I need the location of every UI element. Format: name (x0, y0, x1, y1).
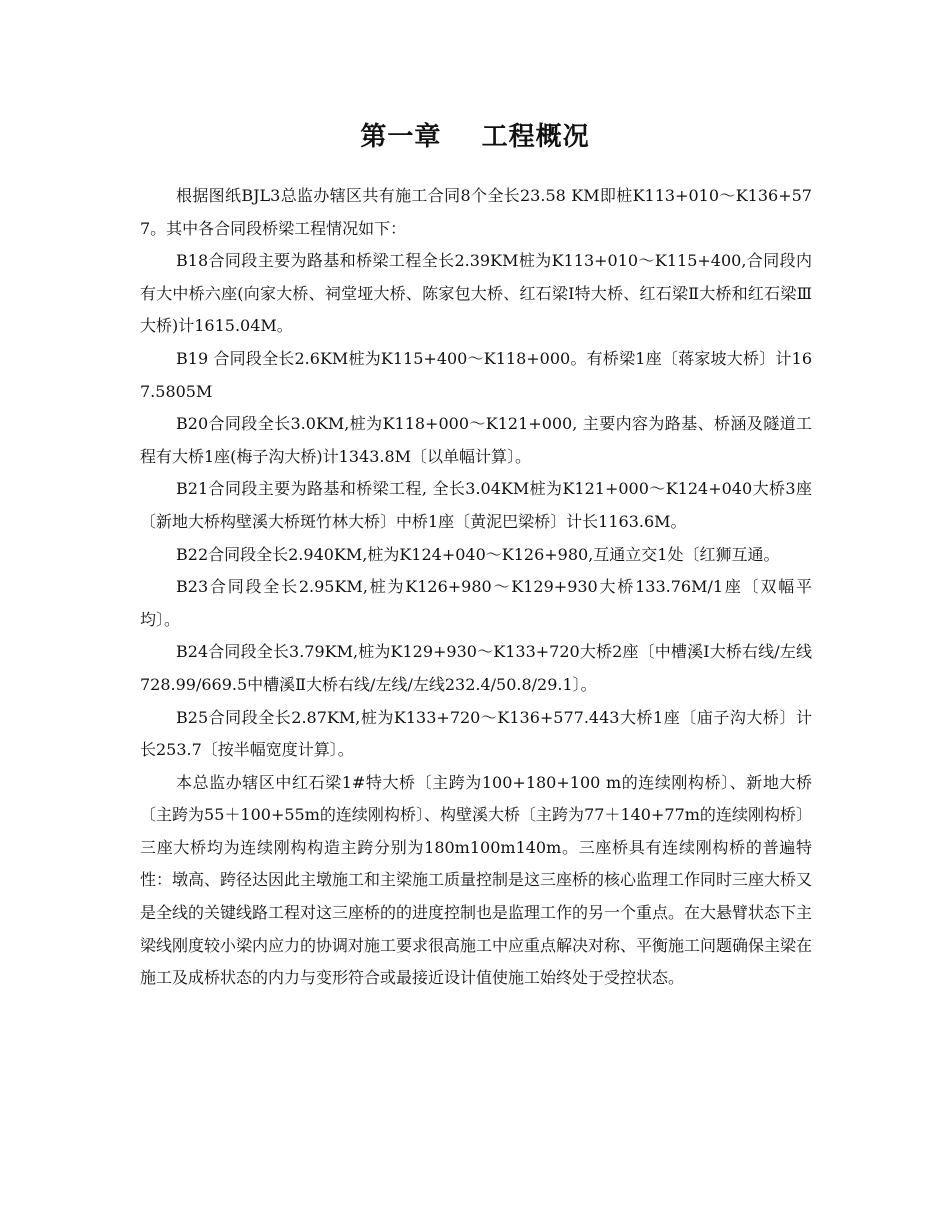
document-body (140, 180, 812, 995)
paragraph-key-bridges: 本总监办辖区中红石梁1#特大桥〔主跨为100+180+100 m的连续刚构桥〕、新地大桥〔主跨为55＋100+55m的连续刚构桥〕、构壁溪大桥〔主跨为77＋140+77m的连续刚构桥〕三座大桥均为连续刚构构造主跨分别为180m100m140m。三座桥具有连续刚构桥的普遍特性：墩高、跨径达因此主墩施工和主梁施工质量控制是这三座桥的核心监理工作同时三座大桥又是全线的关键线路工程对这三座桥的的进度控制也是监理工作的另一个重点。在大悬臂状态下主梁线刚度较小梁内应力的协调对施工要求很高施工中应重点解决对称、平衡施工问题确保主梁在施工及成桥状态的内力与变形符合或最接近设计值使施工始终处于受控状态。 (140, 772, 813, 988)
paragraph-b18: B18合同段主要为路基和桥梁工程全长2.39KM桩为K113+010～K115+400,合同段内有大中桥六座(向家大桥、祠堂垭大桥、陈家包大桥、红石梁Ⅰ特大桥、红石梁Ⅱ大桥和红石梁Ⅲ大桥)计1615.04M。 (140, 251, 812, 336)
paragraph-b22: B22合同段全长2.940KM,桩为K124+040～K126+980,互通立交1处〔红狮互通。 (176, 544, 780, 564)
paragraph-b23: B23合同段全长2.95KM,桩为K126+980～K129+930大桥133.76M/1座〔双幅平均〕。 (140, 577, 812, 629)
paragraph-b21: B21合同段主要为路基和桥梁工程, 全长3.04KM桩为K121+000～K124+040大桥3座〔新地大桥构壁溪大桥斑竹林大桥〕中桥1座〔黄泥巴梁桥〕计长1163.6M。 (140, 479, 812, 531)
paragraph-b25: B25合同段全长2.87KM,桩为K133+720～K136+577.443大桥1座〔庙子沟大桥〕计长253.7〔按半幅宽度计算〕。 (140, 707, 812, 760)
chapter-title: 第一章 工程概况 (360, 122, 590, 152)
paragraph-b24: B24合同段全长3.79KM,桩为K129+930～K133+720大桥2座〔中槽溪Ⅰ大桥右线/左线728.99/669.5中槽溪Ⅱ大桥右线/左线/左线232.4/50.8/29.1〕。 (140, 642, 812, 694)
paragraph-b19: B19 合同段全长2.6KM桩为K115+400～K118+000。有桥梁1座〔蒋家坡大桥〕计167.5805M (140, 348, 812, 401)
paragraph-b20: B20合同段全长3.0KM,桩为K118+000～K121+000, 主要内容为路基、桥涵及隧道工程有大桥1座(梅子沟大桥)计1343.8M〔以单幅计算〕。 (140, 414, 812, 466)
paragraph-overview: 根据图纸BJL3总监办辖区共有施工合同8个全长23.58 KM即桩K113+010～K136+577。其中各合同段桥梁工程情况如下： (140, 186, 812, 238)
